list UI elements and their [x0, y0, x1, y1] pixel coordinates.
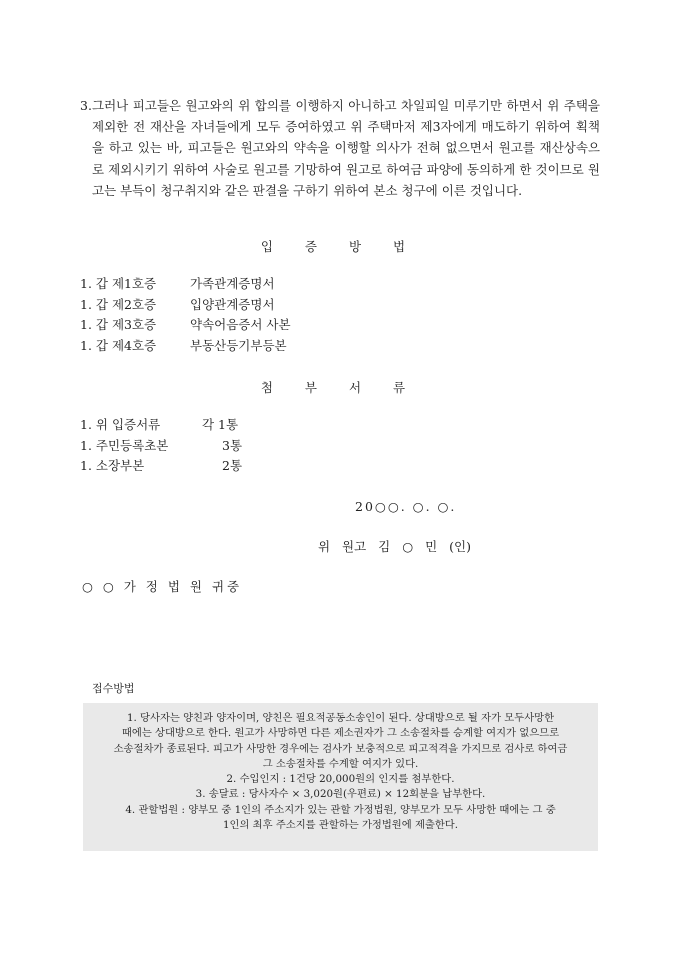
paragraph-number: 3. — [80, 98, 92, 113]
filing-line: 그 소송절차를 수계할 여지가 있다. — [262, 757, 419, 770]
document-date: 20○○. ○. ○. — [355, 499, 457, 514]
paragraph-text: 그러나 피고들은 원고와의 위 합의를 이행하지 아니하고 차일피일 미루기만 하면서 위 주택을 제외한 전 재산을 자녀들에게 모두 증여하였고 위 주택마저 제3자에게 매도하기 위하여 획책을 하고 있는 바, 피고들은 원고와의 약속을 이행할 의사가 전혀 없으면서 원고를 재산상속으로 제외시키기 위하여 사술로 원고를 기망하여 원고로 하여금 파양에 동의하게 한 것이므로 원고는 부득이 청구취지와 같은 판결을 구하기 위하여 본소 청구에 이른 것입니다. — [92, 98, 600, 198]
filing-line: 3. 송달료 : 당사자수 × 3,020원(우편료) × 12회분을 납부한다. — [195, 788, 486, 801]
filing-line: 소송절차가 종료된다. 피고가 사망한 경우에는 검사가 보충적으로 피고적격을 가지므로 검사로 하여금 — [113, 742, 568, 755]
attachments-list — [80, 415, 242, 477]
filing-line: 1. 당사자는 양친과 양자이며, 양친은 필요적공동소송인이 된다. 상대방으로 될 자가 모두사망한 — [126, 712, 555, 724]
evidence-heading: 입 증 방 법 — [260, 239, 420, 254]
filing-line: 4. 관할법원 : 양부모 중 1인의 주소지가 있는 관할 가정법원, 양부모가 모두 사망한 때에는 그 중 — [125, 803, 556, 816]
filing-method-box — [83, 703, 598, 851]
filing-method-title: 접수방법 — [92, 682, 135, 695]
filing-line: 1인의 최후 주소지를 관할하는 가정법원에 제출한다. — [222, 819, 459, 832]
list-item: 1. 주민등록초본 3통 — [80, 437, 243, 453]
list-item: 1. 갑 제3호증 약속어음증서 사본 — [80, 317, 291, 332]
list-item: 1. 위 입증서류 각 1통 — [80, 417, 239, 432]
evidence-list — [80, 274, 291, 356]
filing-line: 때에는 상대방으로 한다. 원고가 사망하면 다른 제소권자가 그 소송절차를 승계할 여지가 없으므로 — [121, 727, 560, 740]
plaintiff-signature: 위 원고 김 ○ 민 (인) — [318, 539, 471, 554]
list-item: 1. 갑 제1호증 가족관계증명서 — [80, 276, 275, 291]
list-item: 1. 갑 제4호증 부동산등기부등본 — [80, 337, 287, 353]
list-item: 1. 소장부본 2통 — [80, 458, 243, 473]
filing-line: 2. 수입인지 : 1건당 20,000원의 인지를 첨부한다. — [226, 773, 455, 786]
list-item: 1. 갑 제2호증 입양관계증명서 — [80, 296, 275, 312]
court-addressee: ○ ○ 가 정 법 원 귀중 — [82, 579, 243, 594]
claim-paragraph — [80, 95, 600, 201]
attachments-heading: 첨 부 서 류 — [260, 380, 420, 395]
